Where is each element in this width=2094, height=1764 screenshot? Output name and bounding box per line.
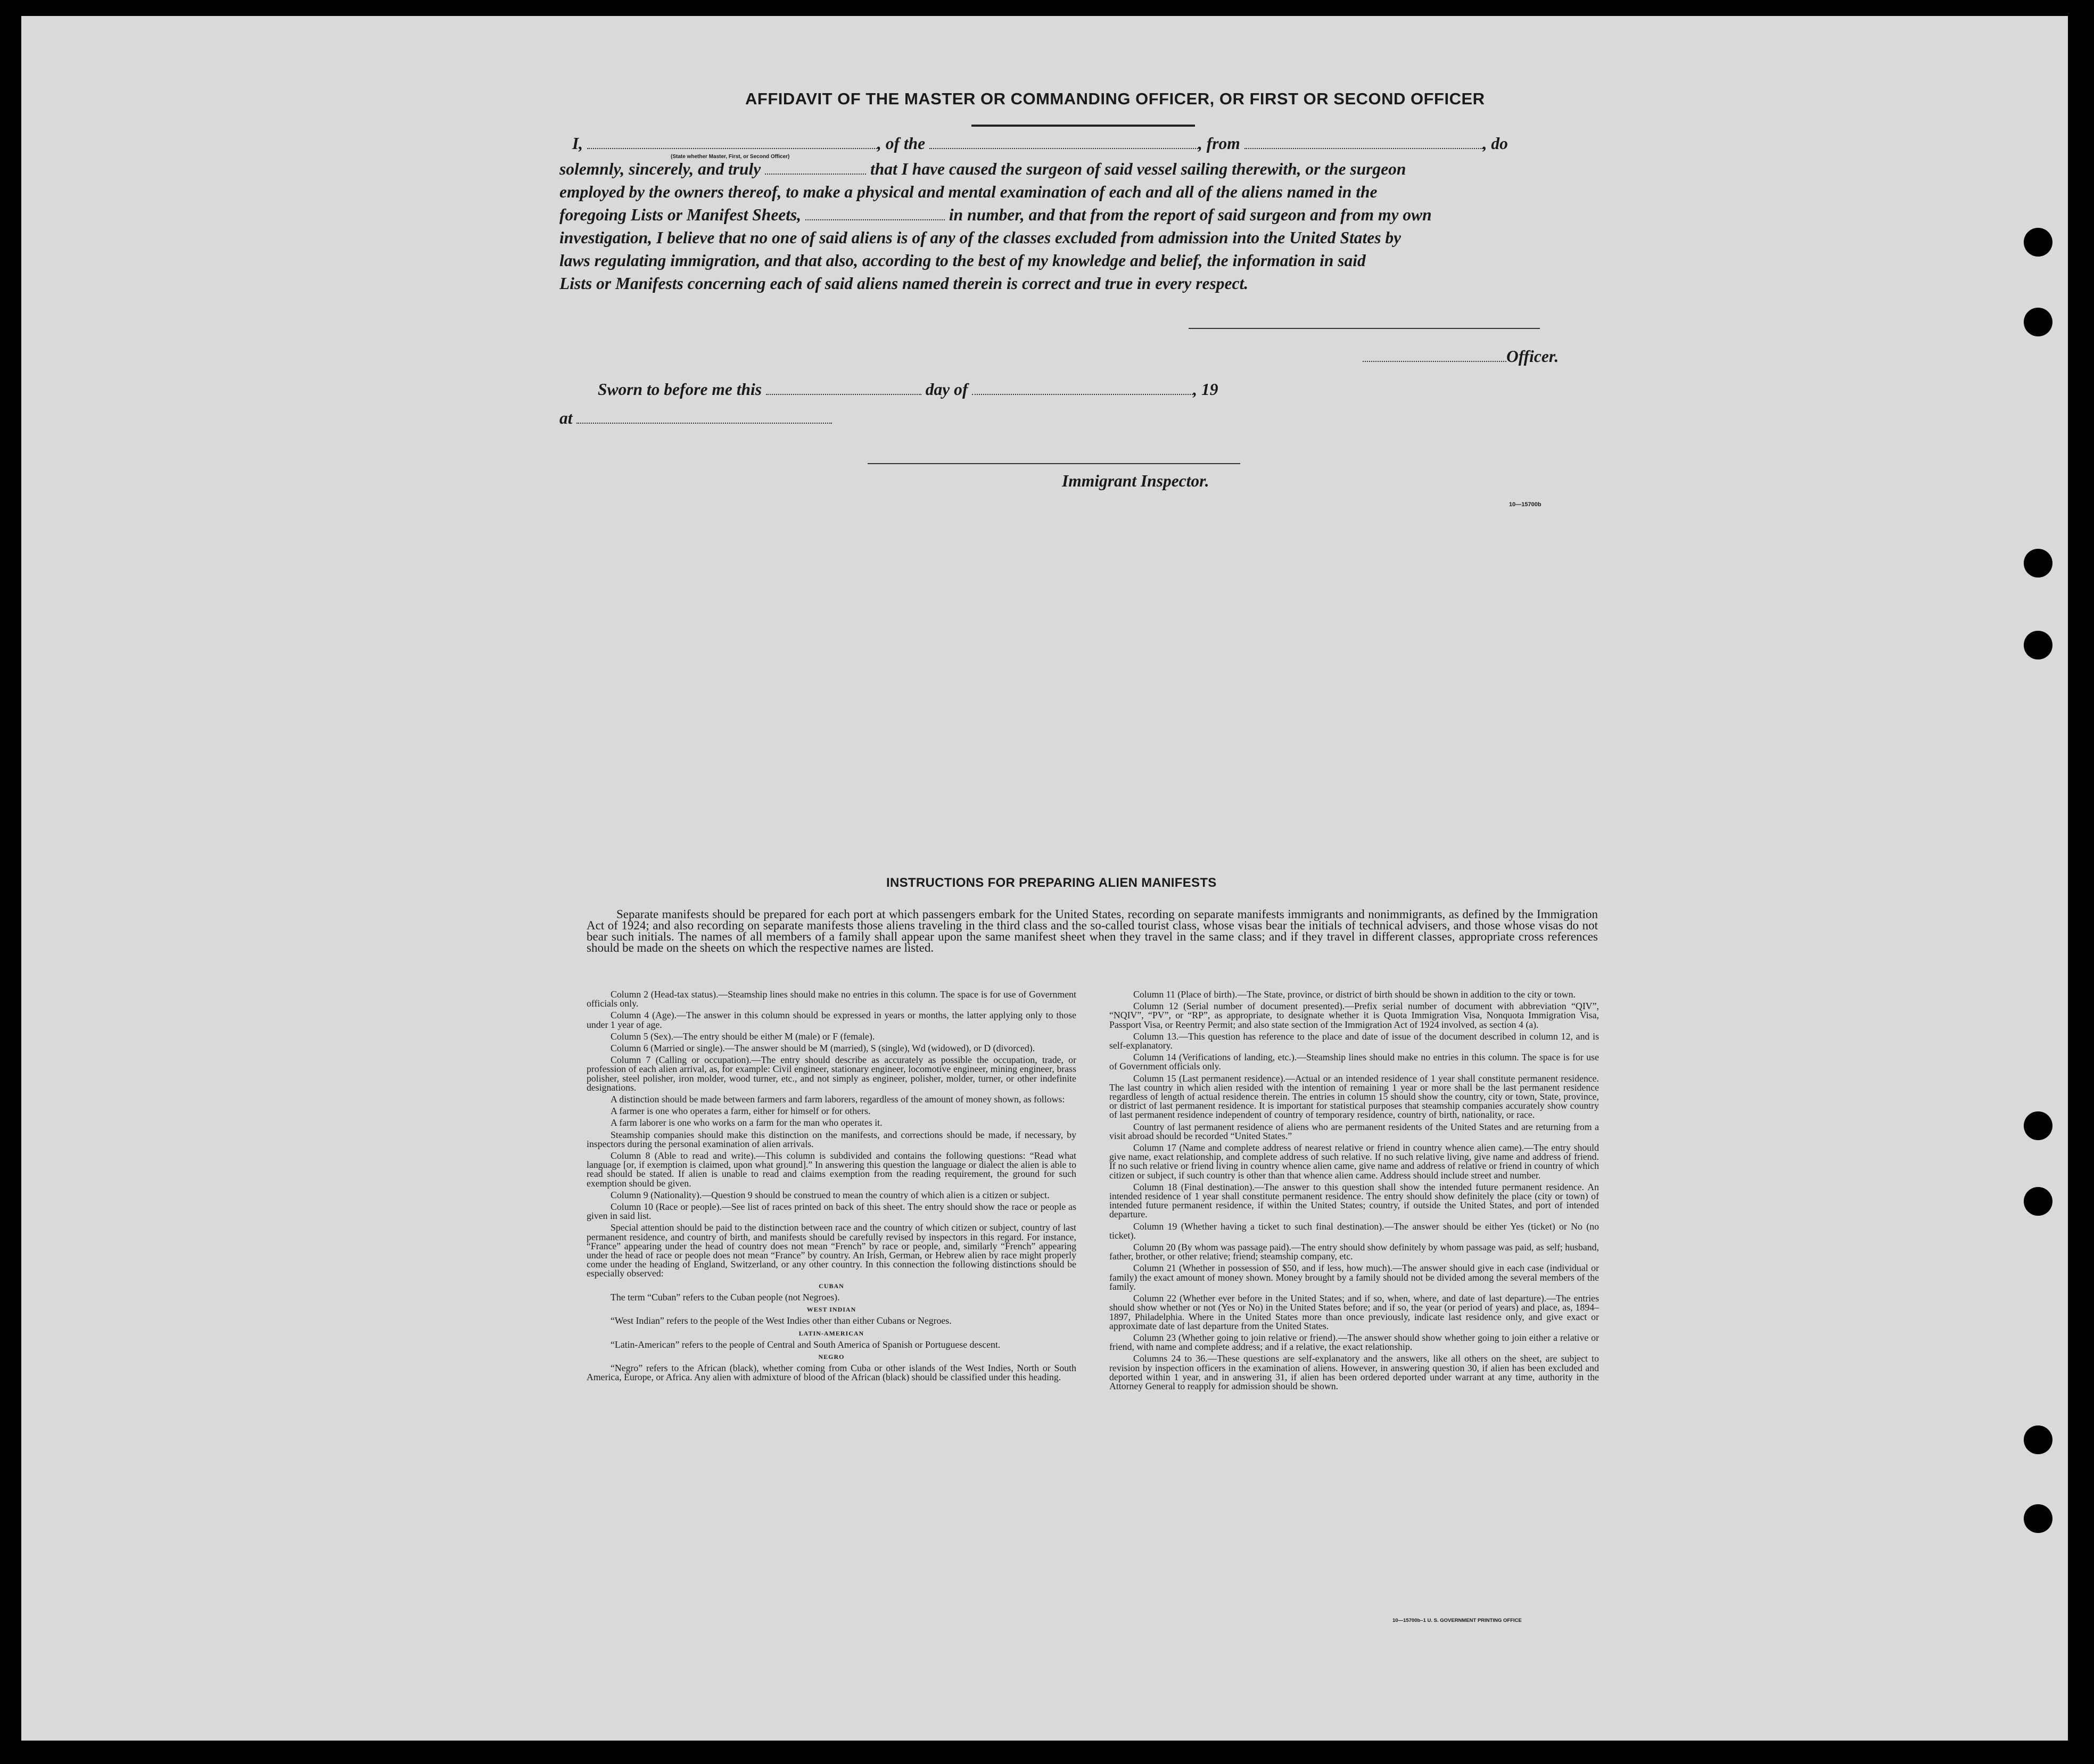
instruction-paragraph: Country of last permanent residence of aliens who are permanent residents of the United States and are returning from a visit abroad should be recorded “United States.” <box>1109 1121 1599 1141</box>
instruction-paragraph: Steamship companies should make this distinction on the manifests, and corrections should be made, if necessary, by inspectors during the personal examination of alien arrivals. <box>587 1129 1076 1149</box>
form-code: 10—15700b <box>1509 501 1541 508</box>
officer-hint: (State whether Master, First, or Second Officer) <box>671 154 790 160</box>
instructions-right-column <box>1109 990 1599 1394</box>
officer-signature-line[interactable] <box>1189 328 1540 329</box>
manifest-sheet <box>21 16 2068 1741</box>
instruction-paragraph: A distinction should be made between farmers and farm laborers, regardless of the amount of money shown, as follows: <box>611 1094 1065 1105</box>
title-rule <box>971 125 1195 127</box>
affidavit-line-1 <box>572 134 1508 153</box>
instruction-paragraph: Column 21 (Whether in possession of $50, and if less, how much).—The answer should give in each case (individual or family) the exact amount of money shown. Money brought by a family should not be divided among the several members of the family. <box>1109 1263 1599 1292</box>
instruction-paragraph: A farm laborer is one who works on a farm for the man who operates it. <box>611 1117 883 1128</box>
cuban-text: The term “Cuban” refers to the Cuban people (not Negroes). <box>611 1291 840 1303</box>
instruction-paragraph: Column 4 (Age).—The answer in this column should be expressed in years or months, the latter applying only to those under 1 year of age. <box>587 1010 1076 1030</box>
instruction-paragraph: Column 8 (Able to read and write).—This column is subdivided and contains the following questions: “Read what language [or, if exemption is claimed, upon what ground].” In answering this question the language or dialect the alien is able to read should be stated. If alien is unable to read and claims exemption from the reading requirement, the ground for such exemption should be given. <box>587 1150 1076 1189</box>
instruction-paragraph: A farmer is one who operates a farm, either for himself or for others. <box>611 1106 871 1117</box>
instructions-left-column <box>587 990 1076 1385</box>
negro-heading: NEGRO <box>818 1353 845 1361</box>
punch-hole <box>2024 1504 2052 1533</box>
instruction-paragraph: Column 6 (Married or single).—The answer should be M (married), S (single), Wd (widowed), or D (divorced). <box>611 1043 1035 1054</box>
text-from: , from <box>1198 134 1240 153</box>
punch-hole <box>2024 1187 2052 1216</box>
punch-hole <box>2024 631 2052 660</box>
affidavit-line-5: investigation, I believe that no one of said aliens is of any of the classes excluded from admission into the United States by <box>559 228 1402 247</box>
instruction-paragraph: Column 17 (Name and complete address of nearest relative or friend in country whence alien came).—The entry should give name, exact relationship, and complete address of such relative. If no such relative living, give name and address of friend. If no such relative or friend living in country whence alien came, give name and address of relative or friend in country of which citizen or subject, if such country is other than that whence alien came. Address should include street and number. <box>1109 1142 1599 1181</box>
cuban-heading: CUBAN <box>819 1282 844 1290</box>
officer-label: Officer. <box>1506 347 1559 366</box>
west-indian-text: “West Indian” refers to the people of the West Indies other than either Cubans or Negroes. <box>611 1315 952 1326</box>
instruction-paragraph: Column 22 (Whether ever before in the United States; and if so, when, where, and date of last departure).—The entries should show whether or not (Yes or No) in the United States before; and if so, the year (or period of years) and place, as, 1894–1897, Philadelphia. Where in the United States more than once previously, indicate last residence only, and give exact or approximate date of last departure from the United States. <box>1109 1293 1599 1331</box>
west-indian-heading: WEST INDIAN <box>806 1306 856 1314</box>
inspector-label: Immigrant Inspector. <box>1062 472 1209 490</box>
text-do: , do <box>1482 134 1508 153</box>
text-i: I, <box>572 134 583 153</box>
instruction-paragraph: Column 10 (Race or people).—See list of races printed on back of this sheet. The entry should show the race or people as given in said list. <box>587 1201 1076 1222</box>
at-line: at <box>559 409 832 428</box>
punch-hole <box>2024 308 2052 336</box>
instruction-paragraph: Column 23 (Whether going to join relative or friend).—The answer should show whether going to join either a relative or friend, with name and complete address; and if a relative, the exact relationship. <box>1109 1332 1599 1353</box>
oath-field[interactable] <box>765 165 866 175</box>
instructions-intro: Separate manifests should be prepared for each port at which passengers embark for the United States, recording on separate manifests immigrants and nonimmigrants, as defined by the Immigration Act of 1924; and also recording on separate manifests those aliens traveling in the third class and the so-called tourist class, whose visas bear the initials of technical advisers, and those whose visas do not bear such initials. The names of all members of a family shall appear upon the same manifest sheet when they travel in the same class; and if they travel in different classes, appropriate cross references should be made on the sheets on which the respective names are listed. <box>587 908 1598 954</box>
instruction-paragraph: Column 14 (Verifications of landing, etc.).—Steamship lines should make no entries in this column. The space is for use of Government officials only. <box>1109 1052 1599 1072</box>
instruction-paragraph: Column 2 (Head-tax status).—Steamship lines should make no entries in this column. The space is for use of Government officials only. <box>587 989 1076 1009</box>
printing-office-code: 10—15700b–1 U. S. GOVERNMENT PRINTING OFFICE <box>1392 1618 1522 1623</box>
affidavit-line-4: foregoing Lists or Manifest Sheets, in number, and that from the report of said surgeon and from my own <box>559 205 1432 224</box>
instruction-paragraph: Column 5 (Sex).—The entry should be either M (male) or F (female). <box>611 1031 875 1042</box>
instruction-paragraph: Columns 24 to 36.—These questions are self-explanatory and the answers, like all others on the sheet, are subject to revision by inspection officers in the examination of aliens. However, in answering question 30, if alien has been excluded and deported within 1 year, and in answering 31, if alien has been ordered deported under warrant at any time, authority in the Attorney General to reapply for admission should be shown. <box>1109 1353 1599 1391</box>
sheets-count-field[interactable] <box>805 211 945 220</box>
punch-hole <box>2024 549 2052 578</box>
sworn-place-field[interactable] <box>576 414 832 424</box>
inspector-signature-line[interactable] <box>868 463 1240 464</box>
affidavit-title: AFFIDAVIT OF THE MASTER OR COMMANDING OFFICER, OR FIRST OR SECOND OFFICER <box>745 89 1485 108</box>
text-of-the: , of the <box>877 134 926 153</box>
sworn-line: Sworn to before me this day of , 19 <box>598 380 1218 399</box>
officer-row <box>1363 347 1559 366</box>
vessel-name-field[interactable] <box>929 139 1198 149</box>
instruction-paragraph: Column 20 (By whom was passage paid).—The entry should show definitely by whom passage was paid, as self; husband, father, brother, or other relative; friend; steamship company, etc. <box>1109 1242 1599 1262</box>
punch-hole <box>2024 1425 2052 1454</box>
punch-hole <box>2024 228 2052 257</box>
instruction-paragraph: Column 15 (Last permanent residence).—Actual or an intended residence of 1 year shall constitute permanent residence. The last country in which alien resided with the intention of remaining 1 year or more shall be the last permanent residence regardless of length of actual residence therein. The entries in column 15 should show the country, city or town, State, province, or district of last permanent residence. It is important for statistical purposes that steamship companies accurately show country of last permanent residence independent of country of temporary residence, country of birth, nationality, or race. <box>1109 1073 1599 1120</box>
instructions-title: INSTRUCTIONS FOR PREPARING ALIEN MANIFESTS <box>886 876 1217 890</box>
officer-rank-field[interactable] <box>587 139 877 149</box>
instruction-paragraph: Column 13.—This question has reference to the place and date of issue of the document described in column 12, and is self-explanatory. <box>1109 1031 1599 1051</box>
instruction-paragraph: Column 19 (Whether having a ticket to such final destination).—The answer should be either Yes (ticket) or No (no ticket). <box>1109 1221 1599 1241</box>
latin-american-text: “Latin-American” refers to the people of Central and South America of Spanish or Portuguese descent. <box>611 1339 1001 1350</box>
latin-american-heading: LATIN-AMERICAN <box>798 1329 864 1337</box>
port-field[interactable] <box>1244 139 1483 149</box>
instruction-paragraph: Column 11 (Place of birth).—The State, province, or district of birth should be shown in addition to the city or town. <box>1133 989 1576 1000</box>
instruction-paragraph: Column 18 (Final destination).—The answer to this question shall show the intended future permanent residence. An intended residence of 1 year shall constitute permanent residence. The entry should show definitely the place (city or town) of intended future permanent residence, if within the United States; country, if outside the United States, and port of intended departure. <box>1109 1181 1599 1220</box>
negro-text: “Negro” refers to the African (black), whether coming from Cuba or other islands of the West Indies, North or South America, Europe, or Africa. Any alien with admixture of blood of the African (black) should be classified under this heading. <box>587 1363 1076 1383</box>
sworn-month-field[interactable] <box>972 385 1193 395</box>
instruction-paragraph: Column 12 (Serial number of document presented).—Prefix serial number of document with abbreviation “QIV”, “NQIV”, “PV”, or “RP”, as appropriate, to designate whether it is Quota Immigration Visa, Nonquota Immigration Visa, Passport Visa, or Reentry Permit; and also state section of the Immigration Act of 1924 involved, as section 4 (a). <box>1109 1001 1599 1030</box>
instruction-paragraph: Column 7 (Calling or occupation).—The entry should describe as accurately as possible the occupation, trade, or profession of each alien arrival, as, for example: Civil engineer, stationary engineer, locomotive engineer, mining engineer, brass polisher, steel polisher, iron molder, wood turner, etc., and not simply as engineer, polisher, molder, turner, or other indefinite designations. <box>587 1054 1076 1093</box>
punch-hole <box>2024 1111 2052 1140</box>
officer-title-field[interactable] <box>1363 352 1506 362</box>
affidavit-line-7: Lists or Manifests concerning each of said aliens named therein is correct and true in every respect. <box>559 274 1249 293</box>
instruction-paragraph: Column 9 (Nationality).—Question 9 should be construed to mean the country of which alien is a citizen or subject. <box>611 1189 1050 1200</box>
affidavit-line-2: solemnly, sincerely, and truly that I have caused the surgeon of said vessel sailing therewith, or the surgeon <box>559 160 1406 178</box>
sworn-day-field[interactable] <box>766 385 921 395</box>
affidavit-line-6: laws regulating immigration, and that also, according to the best of my knowledge and belief, the information in said <box>559 251 1366 270</box>
instruction-paragraph: Special attention should be paid to the distinction between race and the country of which citizen or subject, country of last permanent residence, and country of birth, and manifests should be carefully revised by inspectors in this regard. For instance, “France” appearing under the head of country does not mean “French” by race or people, and, similarly “French” appearing under the head of race or people does not mean “France” by country. An Irish, German, or Hebrew alien by race might properly come under the heading of England, Switzerland, or any other country. In this connection the following distinctions should be especially observed: <box>587 1222 1076 1279</box>
affidavit-line-3: employed by the owners thereof, to make a physical and mental examination of each and all of the aliens named in the <box>559 183 1378 201</box>
